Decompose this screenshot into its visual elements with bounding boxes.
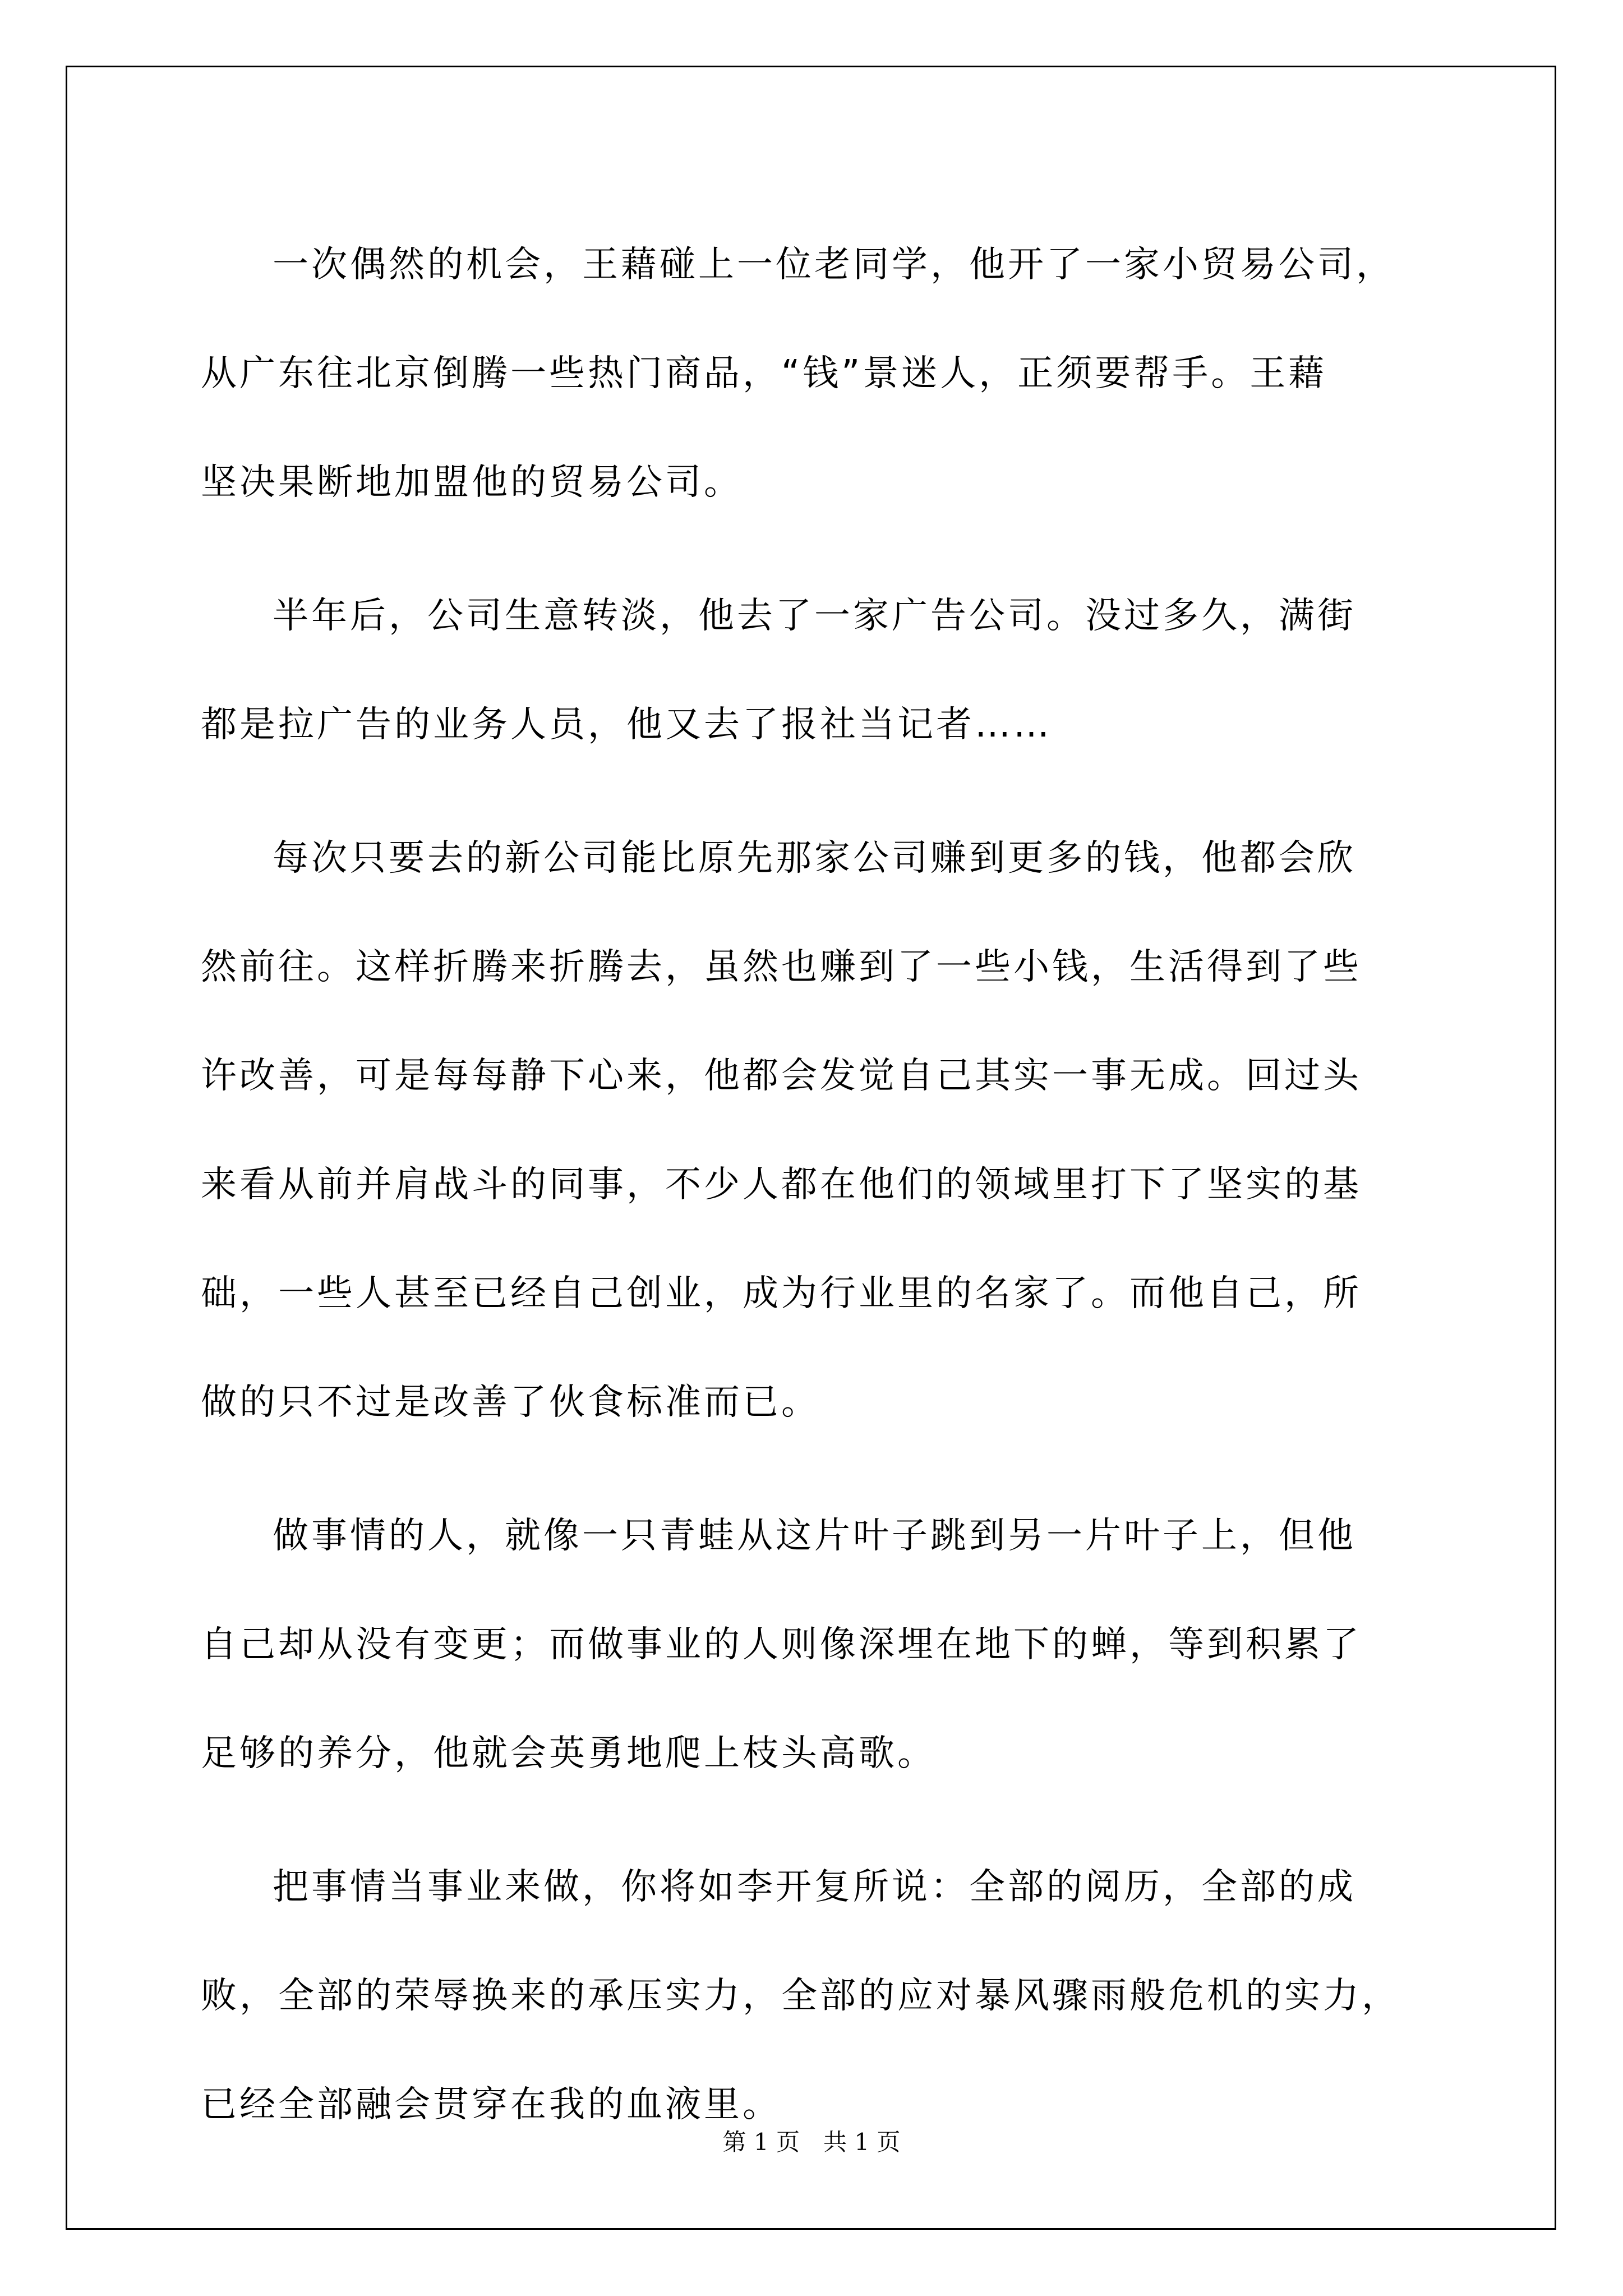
paragraph-4: 做事情的人，就像一只青蛙从这片叶子跳到另一片叶子上，但他 自己却从没有变更；而做事业的人则像深埋在地下的蝉，等到积累了 足够的养分，他就会英勇地爬上枝头高歌。 [201, 1515, 1362, 1774]
paragraph-3: 每次只要去的新公司能比原先那家公司赚到更多的钱，他都会欣 然前往。这样折腾来折腾去，虽然也赚到了一些小钱，生活得到了些 许改善，可是每每静下心来，他都会发觉自己其实一事无成。回过头 来看从前并肩战斗的同事，不少人都在他们的领域里打下了坚实的基 础，一些人甚至已经自己创业，成为行业里的名家了。而他自己，所 做的只不过是改善了伙食标准而已。 [201, 838, 1362, 1423]
page-number-footer: 第 1 页 共 1 页 [722, 2128, 901, 2156]
paragraph-1: 一次偶然的机会，王藉碰上一位老同学，他开了一家小贸易公司， 从广东往北京倒腾一些热门商品，“钱”景迷人，正须要帮手。王藉 坚决果断地加盟他的贸易公司。 [201, 244, 1395, 503]
document-body [201, 210, 1435, 2184]
paragraph-2: 半年后，公司生意转淡，他去了一家广告公司。没过多久，满街 都是拉广告的业务人员，他又去了报社当记者…… [201, 595, 1356, 746]
paragraph-5: 把事情当事业来做，你将如李开复所说：全部的阅历，全部的成 败，全部的荣辱换来的承压实力，全部的应对暴风骤雨般危机的实力， 已经全部融会贯穿在我的血液里。 [201, 1866, 1400, 2125]
